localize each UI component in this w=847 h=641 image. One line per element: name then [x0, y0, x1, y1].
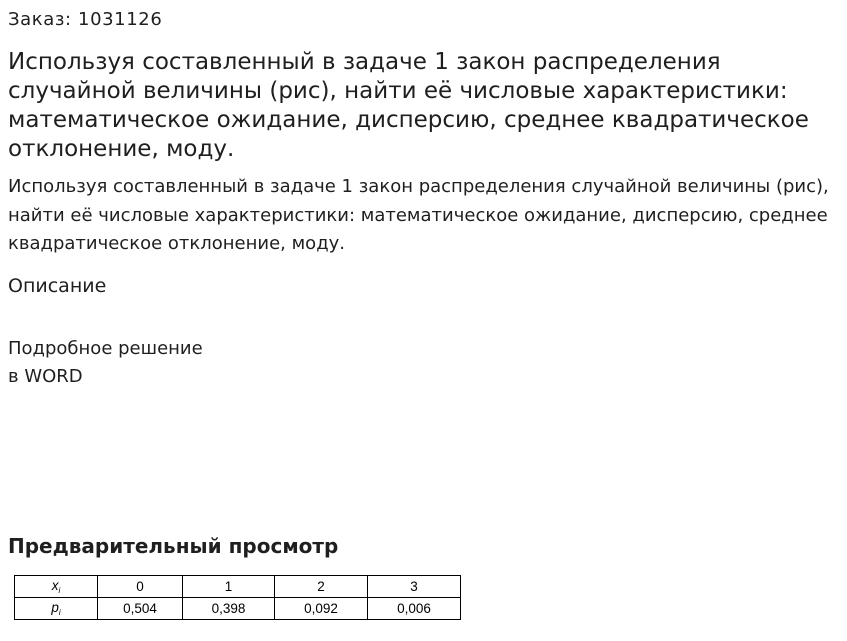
preview-title: Предварительный просмотр: [8, 534, 339, 558]
task-description: Используя составленный в задаче 1 закон распределения случайной величины (рис), найти её числовые характеристики: математическое ожидание, дисперсию, среднее квадратическое отклонение, моду.: [8, 176, 829, 254]
variable-symbol: p: [51, 600, 59, 615]
variable-subscript: i: [58, 608, 61, 617]
table-row: [15, 598, 461, 620]
table-cell: 0,092: [275, 598, 368, 620]
table-cell: 3: [368, 576, 461, 598]
order-number: Заказ: 1031126: [8, 9, 163, 30]
row-header-p: [15, 598, 98, 620]
description-content: [8, 335, 203, 391]
variable-symbol: x: [51, 578, 59, 593]
description-title: Описание: [8, 275, 107, 297]
table-cell: 0,006: [368, 598, 461, 620]
table-row: [15, 576, 461, 598]
table-cell: 2: [275, 576, 368, 598]
row-header-x: [15, 576, 98, 598]
variable-subscript: i: [58, 586, 61, 595]
distribution-table: [14, 575, 461, 620]
table-cell: 0,398: [183, 598, 275, 620]
task-heading: Используя составленный в задаче 1 закон распределения случайной величины (рис), найти её числовые характеристики: математическое ожидание, дисперсию, среднее квадратическое отклонение, моду.: [8, 49, 809, 162]
description-line: Подробное решение: [8, 338, 203, 359]
table-cell: 0,504: [98, 598, 183, 620]
description-line: в WORD: [8, 366, 83, 387]
table-cell: 1: [183, 576, 275, 598]
table-cell: 0: [98, 576, 183, 598]
